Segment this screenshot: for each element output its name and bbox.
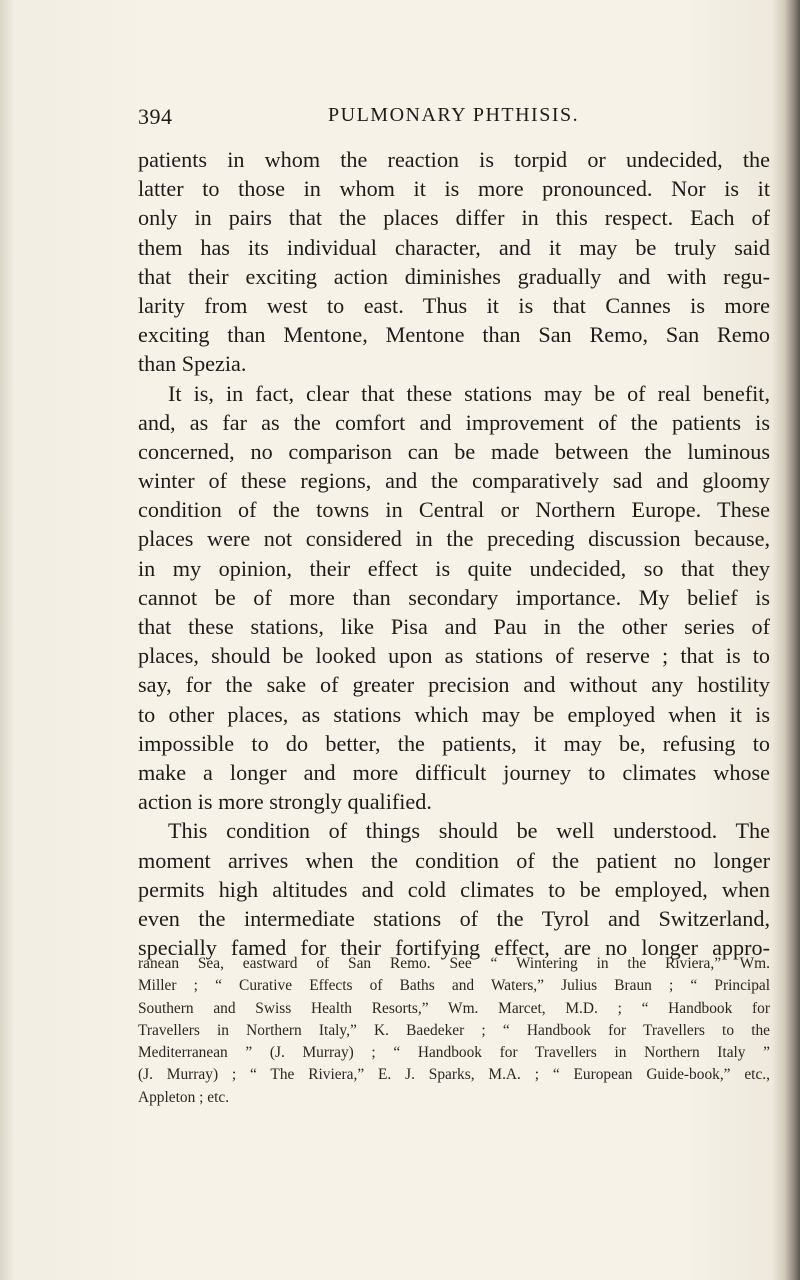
page-edge-shadow: [772, 0, 800, 1280]
body-line: condition of the towns in Central or Northern Europe. These: [138, 497, 770, 523]
footnote-line: (J. Murray) ; “ The Riviera,” E. J. Sparks, M.A. ; “ European Guide-book,” etc.,: [138, 1066, 770, 1084]
body-line: cannot be of more than secondary importance. My belief is: [138, 584, 770, 610]
body-line: than Spezia.: [138, 351, 247, 377]
body-line: even the intermediate stations of the Tyrol and Switzerland,: [138, 905, 770, 931]
page-number: 394: [138, 104, 173, 129]
body-line: make a longer and more difficult journey to climates whose: [138, 759, 770, 785]
paragraph-start-line: It is, in fact, clear that these stations may be of real benefit,: [168, 380, 770, 406]
body-line: concerned, no comparison can be made between the luminous: [138, 438, 770, 464]
body-line: patients in whom the reaction is torpid or undecided, the: [138, 147, 770, 172]
body-line: winter of these regions, and the comparatively sad and gloomy: [138, 468, 770, 494]
footnote-line: Appleton ; etc.: [138, 1088, 230, 1106]
body-line: and, as far as the comfort and improvement of the patients is: [138, 409, 770, 435]
body-line: latter to those in whom it is more pronounced. Nor is it: [138, 176, 770, 202]
body-line: say, for the sake of greater precision and without any hostility: [138, 672, 770, 698]
body-line: impossible to do better, the patients, it may be, refusing to: [138, 730, 770, 756]
body-line: moment arrives when the condition of the patient no longer: [138, 847, 770, 873]
body-line: larity from west to east. Thus it is that Cannes is more: [138, 292, 770, 318]
body-line: places were not considered in the preceding discussion because,: [138, 526, 770, 552]
body-line: exciting than Mentone, Mentone than San Remo, San Remo: [138, 322, 770, 348]
body-line: them has its individual character, and it may be truly said: [138, 234, 770, 260]
footnote-line: Mediterranean ” (J. Murray) ; “ Handbook for Travellers in Northern Italy ”: [138, 1044, 770, 1062]
running-head: PULMONARY PHTHISIS.: [328, 104, 580, 126]
body-line: action is more strongly qualified.: [138, 789, 432, 815]
body-line: that their exciting action diminishes gradually and with regu-: [138, 263, 770, 289]
body-line: places, should be looked upon as stations of reserve ; that is to: [138, 643, 770, 669]
body-line: only in pairs that the places differ in this respect. Each of: [138, 205, 770, 231]
footnote-line: Miller ; “ Curative Effects of Baths and Waters,” Julius Braun ; “ Principal: [138, 977, 770, 995]
footnote-line: Travellers in Northern Italy,” K. Baedeker ; “ Handbook for Travellers to the: [138, 1021, 770, 1039]
footnote: [138, 953, 770, 1109]
footnote-line: Southern and Swiss Health Resorts,” Wm. Marcet, M.D. ; “ Handbook for: [138, 999, 770, 1017]
body-text: [138, 145, 770, 962]
body-line: in my opinion, their effect is quite undecided, so that they: [138, 555, 770, 581]
paragraph-start-line: This condition of things should be well understood. The: [168, 818, 770, 844]
body-line: specially famed for their fortifying effect, are no longer appro-: [138, 935, 770, 961]
body-line: that these stations, like Pisa and Pau in the other series of: [138, 614, 770, 639]
body-line: permits high altitudes and cold climates to be employed, when: [138, 876, 770, 902]
body-line: to other places, as stations which may be employed when it is: [138, 701, 770, 727]
page-gutter-shade: [0, 0, 14, 1280]
page-header: [138, 104, 770, 134]
footnote-line: ranean Sea, eastward of San Remo. See “ Wintering in the Riviera,” Wm.: [138, 955, 770, 972]
